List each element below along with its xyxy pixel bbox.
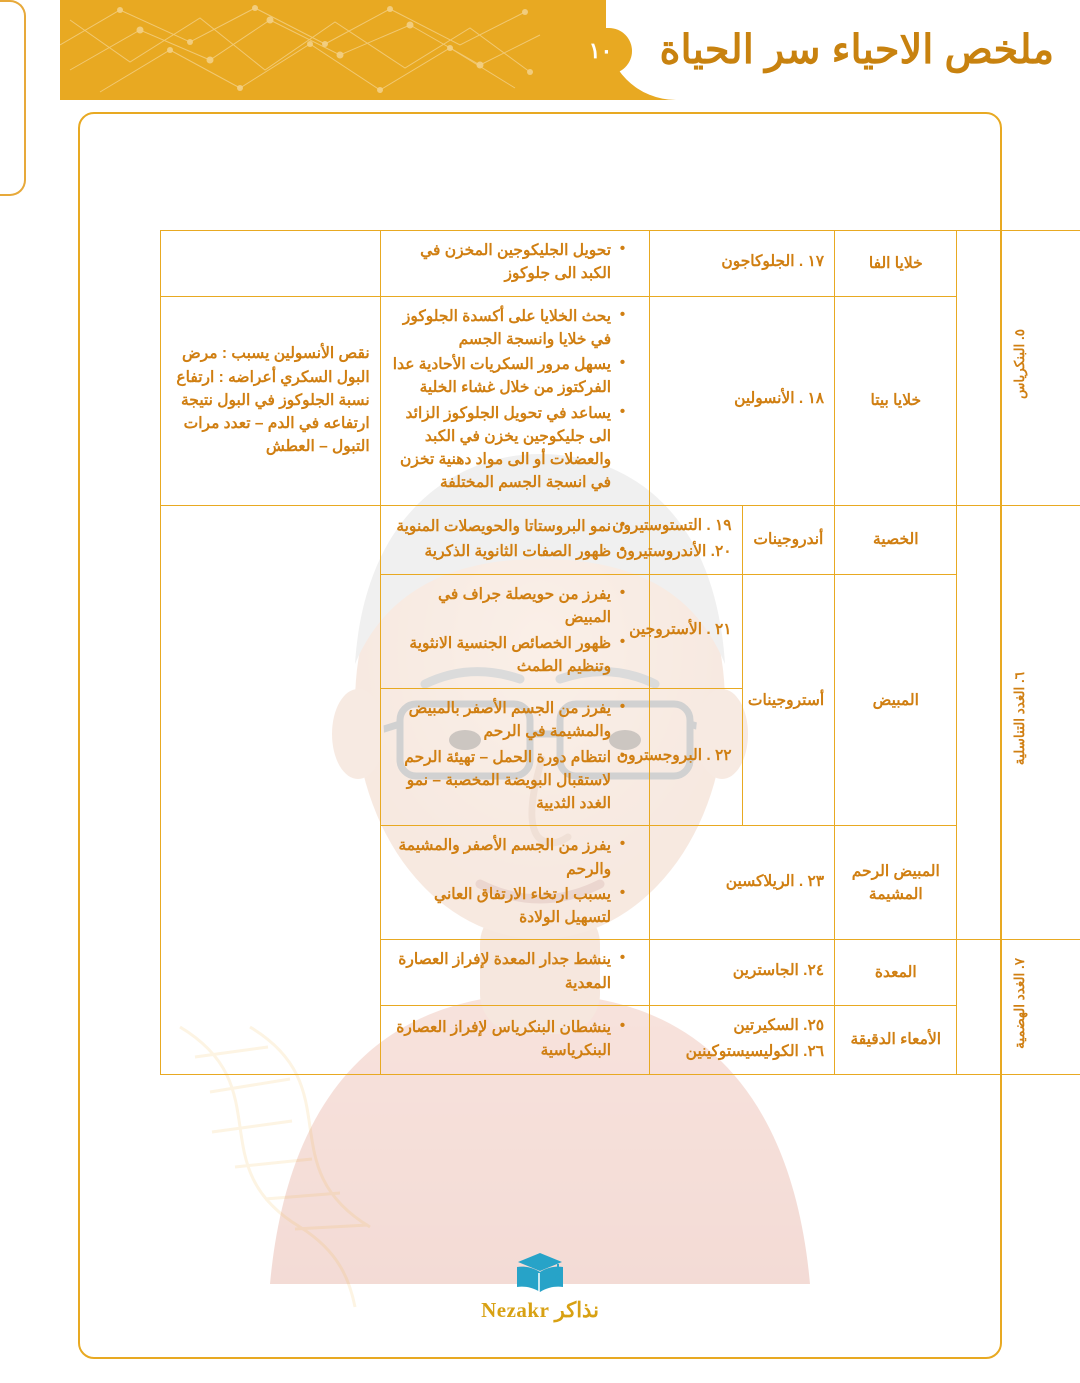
page-number-text: ١٠: [588, 38, 613, 63]
content-frame: [78, 112, 1027, 1359]
hormone-item: ٢٤. الجاسترين: [732, 962, 825, 980]
hormone-item: ١٨ . الأنسولين: [734, 390, 825, 408]
hormone-cell: [650, 231, 835, 297]
table-row: [161, 231, 1080, 297]
hormone-item: ٢٦. الكوليسيستوكينين: [685, 1043, 825, 1060]
table-row: [161, 505, 1080, 575]
function-item: • ينشطان البنكرياس لإفراز العصارة البنكرياسية: [391, 1016, 625, 1063]
brand-name: نذاكر Nezakr: [481, 1298, 599, 1322]
hormone-cell: [616, 689, 743, 826]
function-cell: [380, 826, 649, 940]
organ-cell: الأمعاء الدقيقة: [835, 1005, 957, 1075]
hormone-item: ٢٢ . البروجسترون: [616, 747, 732, 764]
function-cell: [380, 940, 649, 1006]
function-item: • يساعد في تحويل الجلوكوز الزائد الى جليكوجين يخزن في الكبد والعضلات أو الى مواد دهنية تخزن في انسجة الجسم المختلفة: [391, 402, 625, 495]
page-title: ملخص الاحياء سر الحياة: [659, 28, 1054, 72]
footer-branding: [80, 1250, 1000, 1323]
page-number-badge: [570, 28, 632, 74]
function-item: • انتظام دورة الحمل – تهيئة الرحم لاستقبال البويضة المخصبة – نمو الغدد الثديية: [391, 746, 625, 816]
hormone-item: ٢٠. الأندروستيرون: [616, 542, 732, 560]
function-item: • تحويل الجليكوجين المخزن في الكبد الى جلوكوز: [391, 239, 625, 286]
function-item: • ظهور الصفات الثانوية الذكرية: [391, 540, 625, 563]
function-item: • يحث الخلايا على أكسدة الجلوكوز في خلايا وانسجة الجسم: [391, 305, 625, 352]
gland-cell-digestive: [957, 940, 1080, 1075]
note-cell: [161, 231, 381, 297]
function-item: • يفرز من الجسم الأصفر والمشيمة والرحم: [391, 834, 625, 881]
hormone-item: ٢٣ . الريلاكسين: [725, 872, 825, 890]
title-plate-inner: [588, 0, 1080, 100]
function-cell: [380, 505, 649, 575]
function-item: • ظهور الخصائص الجنسية الانثوية وتنظيم الطمث: [391, 632, 625, 679]
function-item: • يفرز من حويصلة جراف في المبيض: [391, 583, 625, 630]
hormone-cell: [650, 826, 835, 940]
hormone-item: ١٩ . التستوستيرون: [612, 516, 732, 534]
function-cell: [380, 296, 649, 505]
gland-label: ٦. الغدد التناسلية: [1011, 672, 1027, 766]
gland-label: ٧. الغدد الهضمية: [1011, 958, 1027, 1050]
hormone-item: ٢١ . الأستروجين: [629, 621, 732, 639]
function-cell: [380, 1005, 649, 1075]
function-item: • يفرز من الجسم الأصفر بالمبيض والمشيمة في الرحم: [391, 697, 625, 744]
hormone-item: ٢٥. السكيرتين: [733, 1016, 825, 1034]
hormone-item: ١٧ . الجلوكاجون: [721, 253, 825, 271]
hormone-group-cell: أستروجينات: [742, 575, 835, 826]
gland-cell-pancreas: [957, 231, 1080, 506]
function-cell: [380, 231, 649, 297]
gland-cell-gonads: [957, 505, 1080, 940]
graduation-book-icon: [510, 1250, 570, 1296]
note-cell-empty: [161, 505, 381, 1075]
organ-cell: خلايا الفا: [835, 231, 957, 297]
organ-cell: الخصية: [835, 505, 957, 575]
table-row: [161, 296, 1080, 505]
organ-cell: خلايا بيتا: [835, 296, 957, 505]
hormone-cell: [650, 1005, 835, 1075]
function-item: • يسبب ارتخاء الارتفاق العاني لتسهيل الولادة: [391, 883, 625, 930]
decorative-left-tab: [0, 0, 26, 196]
function-cell: [380, 689, 649, 826]
organ-cell: المبيض: [835, 575, 957, 826]
header-title-plate: [588, 0, 1080, 100]
hormone-cell: [612, 505, 743, 575]
page-header: [60, 0, 1080, 100]
gland-label: ٥. البنكرياس: [1011, 329, 1027, 400]
note-cell: نقص الأنسولين يسبب : مرض البول السكري أعراضه : ارتفاع نسبة الجلوكوز في البول نتيجة ارتفاعه في الدم – تعدد مرات التبول – العطش: [161, 296, 381, 505]
function-item: • يسهل مرور السكريات الأحادية عدا الفركتوز من خلال غشاء الخلية: [391, 353, 625, 400]
hormone-cell: [629, 575, 743, 689]
hormones-summary-table: [160, 230, 1080, 1075]
function-item: • نمو البروستاتا والحويصلات المنوية: [391, 515, 625, 538]
function-cell: [380, 575, 649, 689]
function-item: • ينشط جدار المعدة لإفراز العصارة المعدية: [391, 948, 625, 995]
hormone-group-cell: أندروجينات: [742, 505, 835, 575]
organ-cell: المبيض الرحم المشيمة: [835, 826, 957, 940]
hormone-cell: [650, 296, 835, 505]
hormone-cell: [650, 940, 835, 1006]
organ-cell: المعدة: [835, 940, 957, 1006]
